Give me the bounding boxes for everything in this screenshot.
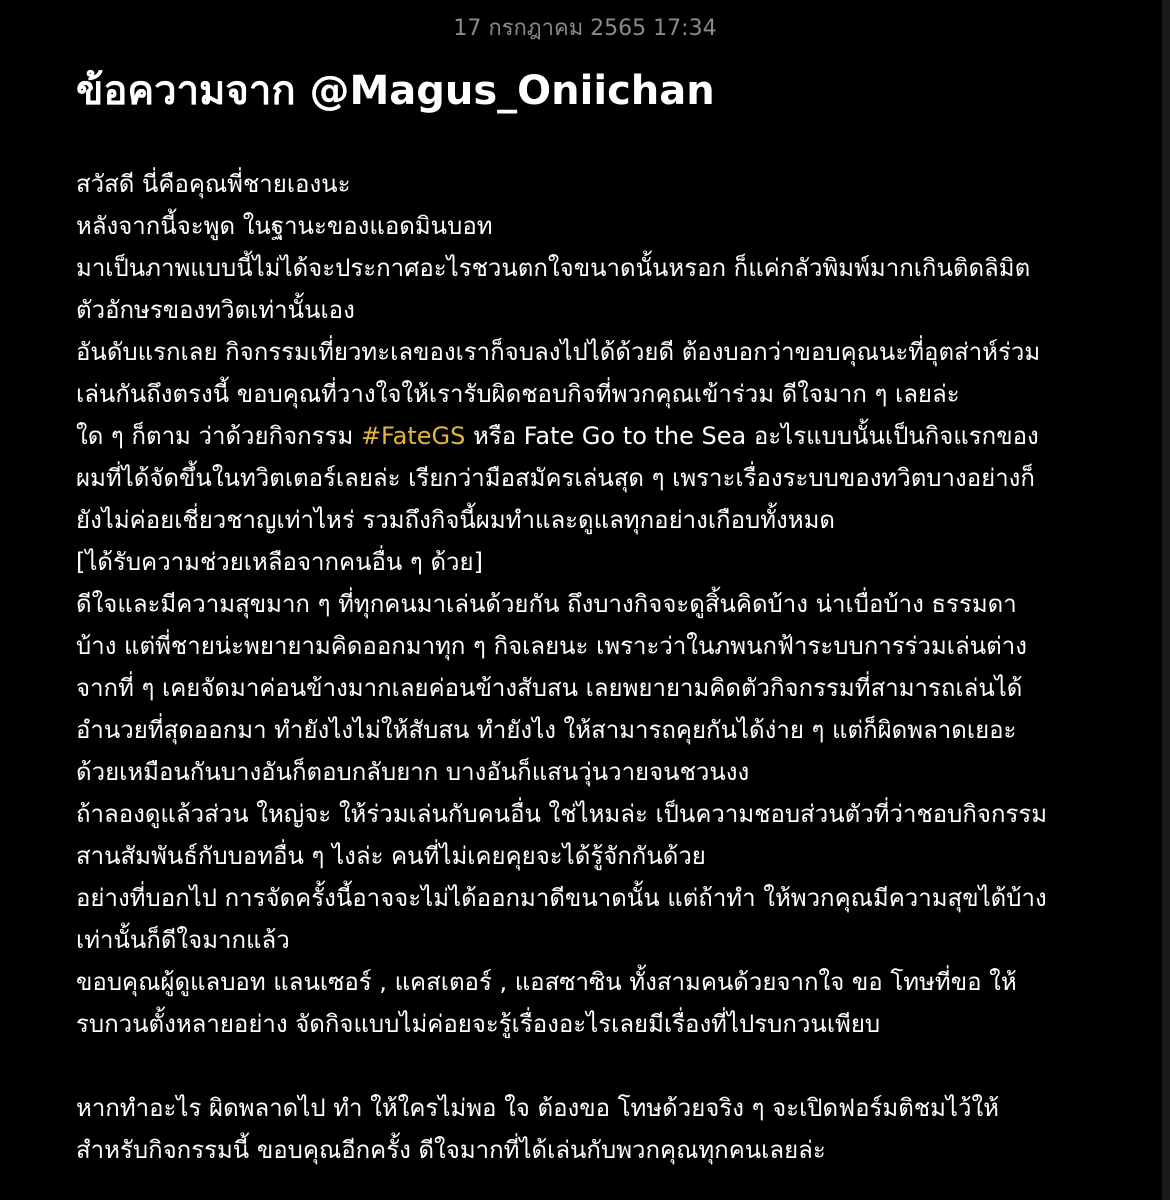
note-line: จากที่ ๆ เคยจัดมาค่อนข้างมากเลยค่อนข้างสับสน เลยพยายามคิดตัวกิจกรรมที่สามารถเล่นได้ bbox=[76, 674, 1023, 702]
note-line: สานสัมพันธ์กับบอทอื่น ๆ ไงล่ะ คนที่ไม่เคยคุยจะได้รู้จักกันด้วย bbox=[76, 842, 706, 870]
note-line: รบกวนตั้งหลายอย่าง จัดกิจแบบไม่ค่อยจะรู้เรื่องอะไรเลยมีเรื่องที่ไปรบกวนเพียบ bbox=[76, 1010, 881, 1038]
note-line: เล่นกันถึงตรงนี้ ขอบคุณที่วางใจให้เรารับผิดชอบกิจที่พวกคุณเข้าร่วม ดีใจมาก ๆ เลยล่ะ bbox=[76, 380, 960, 408]
note-line: ดีใจและมีความสุขมาก ๆ ที่ทุกคนมาเล่นด้วยกัน ถึงบางกิจจะดูสิ้นคิดบ้าง น่าเบื่อบ้าง ธรรมดา bbox=[76, 590, 1017, 618]
hashtag-link[interactable]: #FateGS bbox=[360, 422, 466, 450]
note-line: มาเป็นภาพแบบนี้ไม่ได้จะประกาศอะไรชวนตกใจขนาดนั้นหรอก ก็แค่กลัวพิมพ์มากเกินติดลิมิต bbox=[76, 254, 1031, 282]
note-line: [ได้รับความช่วยเหลือจากคนอื่น ๆ ด้วย] bbox=[76, 548, 483, 576]
note-line: อย่างที่บอกไป การจัดครั้งนี้อาจจะไม่ได้ออกมาดีขนาดนั้น แต่ถ้าทำ ให้พวกคุณมีความสุขได้บ้าง bbox=[76, 884, 1047, 912]
note-line: สวัสดี นี่คือคุณพี่ชายเองนะ bbox=[76, 170, 351, 198]
note-line: ผมที่ได้จัดขึ้นในทวิตเตอร์เลยล่ะ เรียกว่ามือสมัครเล่นสุด ๆ เพราะเรื่องระบบของทวิตบางอย่างก็ bbox=[76, 464, 1035, 492]
note-line: ยังไม่ค่อยเชี่ยวชาญเท่าไหร่ รวมถึงกิจนี้ผมทำและดูแลทุกอย่างเกือบทั้งหมด bbox=[76, 506, 835, 534]
note-line: ด้วยเหมือนกันบางอันก็ตอบกลับยาก บางอันก็แสนวุ่นวายจนชวนงง bbox=[76, 758, 750, 786]
note-line: เท่านั้นก็ดีใจมากแล้ว bbox=[76, 926, 290, 954]
scroll-edge bbox=[1162, 0, 1170, 1200]
note-timestamp: 17 กรกฎาคม 2565 17:34 bbox=[453, 16, 717, 41]
note-line: อำนวยที่สุดออกมา ทำยังไงไม่ให้สับสน ทำยังไง ให้สามารถคุยกันได้ง่าย ๆ แต่ก็ผิดพลาดเยอะ bbox=[76, 716, 1017, 744]
note-body[interactable] bbox=[76, 166, 1136, 1174]
note-line: อันดับแรกเลย กิจกรรมเที่ยวทะเลของเราก็จบลงไปได้ด้วยดี ต้องบอกว่าขอบคุณนะที่อุตส่าห์ร่วม bbox=[76, 338, 1041, 366]
note-line-with-hashtag bbox=[76, 418, 1136, 460]
note-blank-line bbox=[76, 1048, 1136, 1090]
note-line: หลังจากนี้จะพูด ในฐานะของแอดมินบอท bbox=[76, 212, 493, 240]
note-line: ขอบคุณผู้ดูแลบอท แลนเซอร์ , แคสเตอร์ , แอสซาซิน ทั้งสามคนด้วยจากใจ ขอ โทษที่ขอ ให้ bbox=[76, 968, 1017, 996]
note-line-text: หรือ Fate Go to the Sea อะไรแบบนั้นเป็นกิจแรกของ bbox=[465, 422, 1039, 450]
note-line: บ้าง แต่พี่ชายน่ะพยายามคิดออกมาทุก ๆ กิจเลยนะ เพราะว่าในภพนกฟ้าระบบการร่วมเล่นต่าง bbox=[76, 632, 1027, 660]
note-line: ถ้าลองดูแล้วส่วน ใหญ่จะ ให้ร่วมเล่นกับคนอื่น ใช่ไหมล่ะ เป็นความชอบส่วนตัวที่ว่าชอบกิจกรรม bbox=[76, 800, 1048, 828]
note-line: หากทำอะไร ผิดพลาดไป ทำ ให้ใครไม่พอ ใจ ต้องขอ โทษด้วยจริง ๆ จะเปิดฟอร์มติชมไว้ให้ bbox=[76, 1094, 1000, 1122]
note-line-text: ใด ๆ ก็ตาม ว่าด้วยกิจกรรม bbox=[76, 422, 361, 450]
note-title: ข้อความจาก @Magus_Oniichan bbox=[76, 68, 715, 114]
note-line: ตัวอักษรของทวิตเท่านั้นเอง bbox=[76, 296, 355, 324]
note-line: สำหรับกิจกรรมนี้ ขอบคุณอีกครั้ง ดีใจมากที่ได้เล่นกับพวกคุณทุกคนเลยล่ะ bbox=[76, 1136, 826, 1164]
